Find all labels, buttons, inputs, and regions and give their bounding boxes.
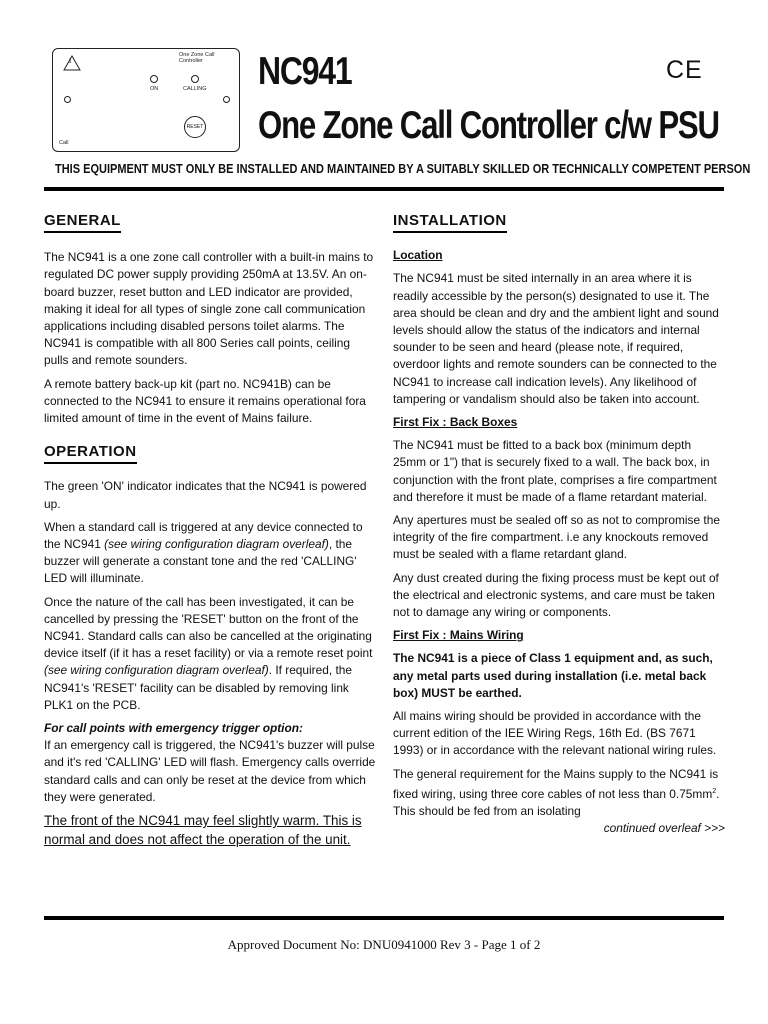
ce-mark: CE xyxy=(666,56,703,84)
model-title: NC941 xyxy=(258,50,352,93)
op-p2-text-b: , the buzzer will generate a constant tone and the red 'CALLING' LED will illuminate. xyxy=(44,537,357,586)
panel-label: One Zone Call Controller xyxy=(179,52,215,64)
operation-paragraph-1: The green 'ON' indicator indicates that the NC941 is powered up. xyxy=(44,479,367,511)
operation-paragraph-2 xyxy=(44,519,376,588)
left-screw-icon xyxy=(64,96,71,103)
right-column xyxy=(393,212,725,843)
back-boxes-heading: First Fix : Back Boxes xyxy=(393,415,518,430)
mains-p3-superscript: 2 xyxy=(712,787,717,795)
back-boxes-paragraph-2: Any apertures must be sealed off so as not to compromise the integrity of the fire compartment. i.e any knockouts removed must be sealed with a flame retardant gland. xyxy=(393,513,720,562)
installer-warning: THIS EQUIPMENT MUST ONLY BE INSTALLED AND MAINTAINED BY A SUITABLY SKILLED OR TECHNICALLY COMPETENT PERSON xyxy=(55,162,751,176)
calling-label: CALLING xyxy=(183,86,207,92)
location-heading: Location xyxy=(393,248,443,263)
warning-triangle-icon xyxy=(63,55,81,71)
reset-button-icon: RESET xyxy=(184,116,206,138)
operation-heading: OPERATION xyxy=(44,443,137,464)
top-divider xyxy=(44,187,724,191)
mains-paragraph-2: All mains wiring should be provided in accordance with the current edition of the IEE Wiring Regs, 16th Ed. (BS 7671 1993) or in accordance with the relevant national wiring rules. xyxy=(393,709,717,758)
op-p3-text-a: Once the nature of the call has been investigated, it can be cancelled by pressing the 'RESET' button on the front of the NC941. Standard calls can also be cancelled at the originating device itself (if it has a reset facility) or via a remote reset point xyxy=(44,594,373,661)
emergency-heading: For call points with emergency trigger option: xyxy=(44,721,303,736)
mains-p3-text-a: The general requirement for the Mains supply to the NC941 is fixed wiring, using three core cables of not less than 0.75mm xyxy=(393,766,719,801)
location-paragraph: The NC941 must be sited internally in an area where it is readily accessible by the person(s) designated to use it. The area should be clean and dry and the ambient light and sound levels should allow the status of the indicators and internal sounder to be seen and heard (please note, if required, overdoor lights and remote sounders can be connected to the NC941 to increase call indication levels). Any likelihood of tampering or vandalism should also be taken into account. xyxy=(393,271,719,406)
calling-led-icon xyxy=(191,75,199,83)
mains-paragraph-3 xyxy=(393,766,725,821)
on-label: ON xyxy=(150,86,159,92)
back-boxes-paragraph-3: Any dust created during the fixing process must be kept out of the electrical and electronic systems, and care must be taken not to damage any wiring or components. xyxy=(393,570,719,620)
op-p3-italic: (see wiring configuration diagram overleaf) xyxy=(44,663,269,678)
bottom-divider xyxy=(44,916,724,920)
op-p2-text-a: When a standard call is triggered at any device connected to the NC941 xyxy=(44,519,363,552)
mains-class1-warning: The NC941 is a piece of Class 1 equipment and, as such, any metal parts used during installation (i.e. metal back box) MUST be earthed. xyxy=(393,651,713,700)
general-paragraph-2: A remote battery back-up kit (part no. NC941B) can be connected to the NC941 to ensure it remains operational fora limited amount of time in the event of Mains failure. xyxy=(44,376,366,426)
emergency-paragraph: If an emergency call is triggered, the NC941's buzzer will pulse and it's red 'CALLING' LED will flash. Emergency calls override standard calls and can only be reset at the device from which they were generated. xyxy=(44,738,376,804)
right-screw-icon xyxy=(223,96,230,103)
op-p2-italic: (see wiring configuration diagram overleaf) xyxy=(104,537,329,552)
general-heading: GENERAL xyxy=(44,212,121,233)
footer-document-number: Approved Document No: DNU0941000 Rev 3 - Page 1 of 2 xyxy=(227,937,541,952)
back-boxes-paragraph-1: The NC941 must be fitted to a back box (minimum depth 25mm or 1") that is securely fixed to a wall. The back box, in conjunction with the front plate, comprises a fire compartment and therefore it must be made of a flame retardant material. xyxy=(393,438,717,504)
installation-heading: INSTALLATION xyxy=(393,212,507,233)
left-column xyxy=(44,212,376,855)
warm-note: The front of the NC941 may feel slightly warm. This is normal and does not affect the operation of the unit. xyxy=(44,813,362,847)
mains-p3-text-b: . This should be fed from an isolating xyxy=(393,786,720,819)
product-title: One Zone Call Controller c/w PSU xyxy=(258,104,719,147)
general-paragraph-1: The NC941 is a one zone call controller with a built-in mains to regulated DC power supply providing 250mA at 13.5V. An on-board buzzer, reset button and LED indicator are provided, making it ideal for all types of single zone call communication applications including disabled persons toilet alarms. The NC941 is compatible with all 800 Series call points, ceiling pulls and remote sounders. xyxy=(44,250,374,368)
operation-paragraph-3 xyxy=(44,594,376,714)
call-label: Call xyxy=(59,140,69,146)
mains-wiring-heading: First Fix : Mains Wiring xyxy=(393,628,524,643)
op-p3-text-b: . If required, the NC941's 'RESET' facility can be disabled by removing link PLK1 on the PCB. xyxy=(44,663,352,712)
on-led-icon xyxy=(150,75,158,83)
device-illustration xyxy=(52,48,240,152)
warning-symbol: ! xyxy=(69,58,72,65)
continued-overleaf: continued overleaf >>> xyxy=(603,821,725,836)
